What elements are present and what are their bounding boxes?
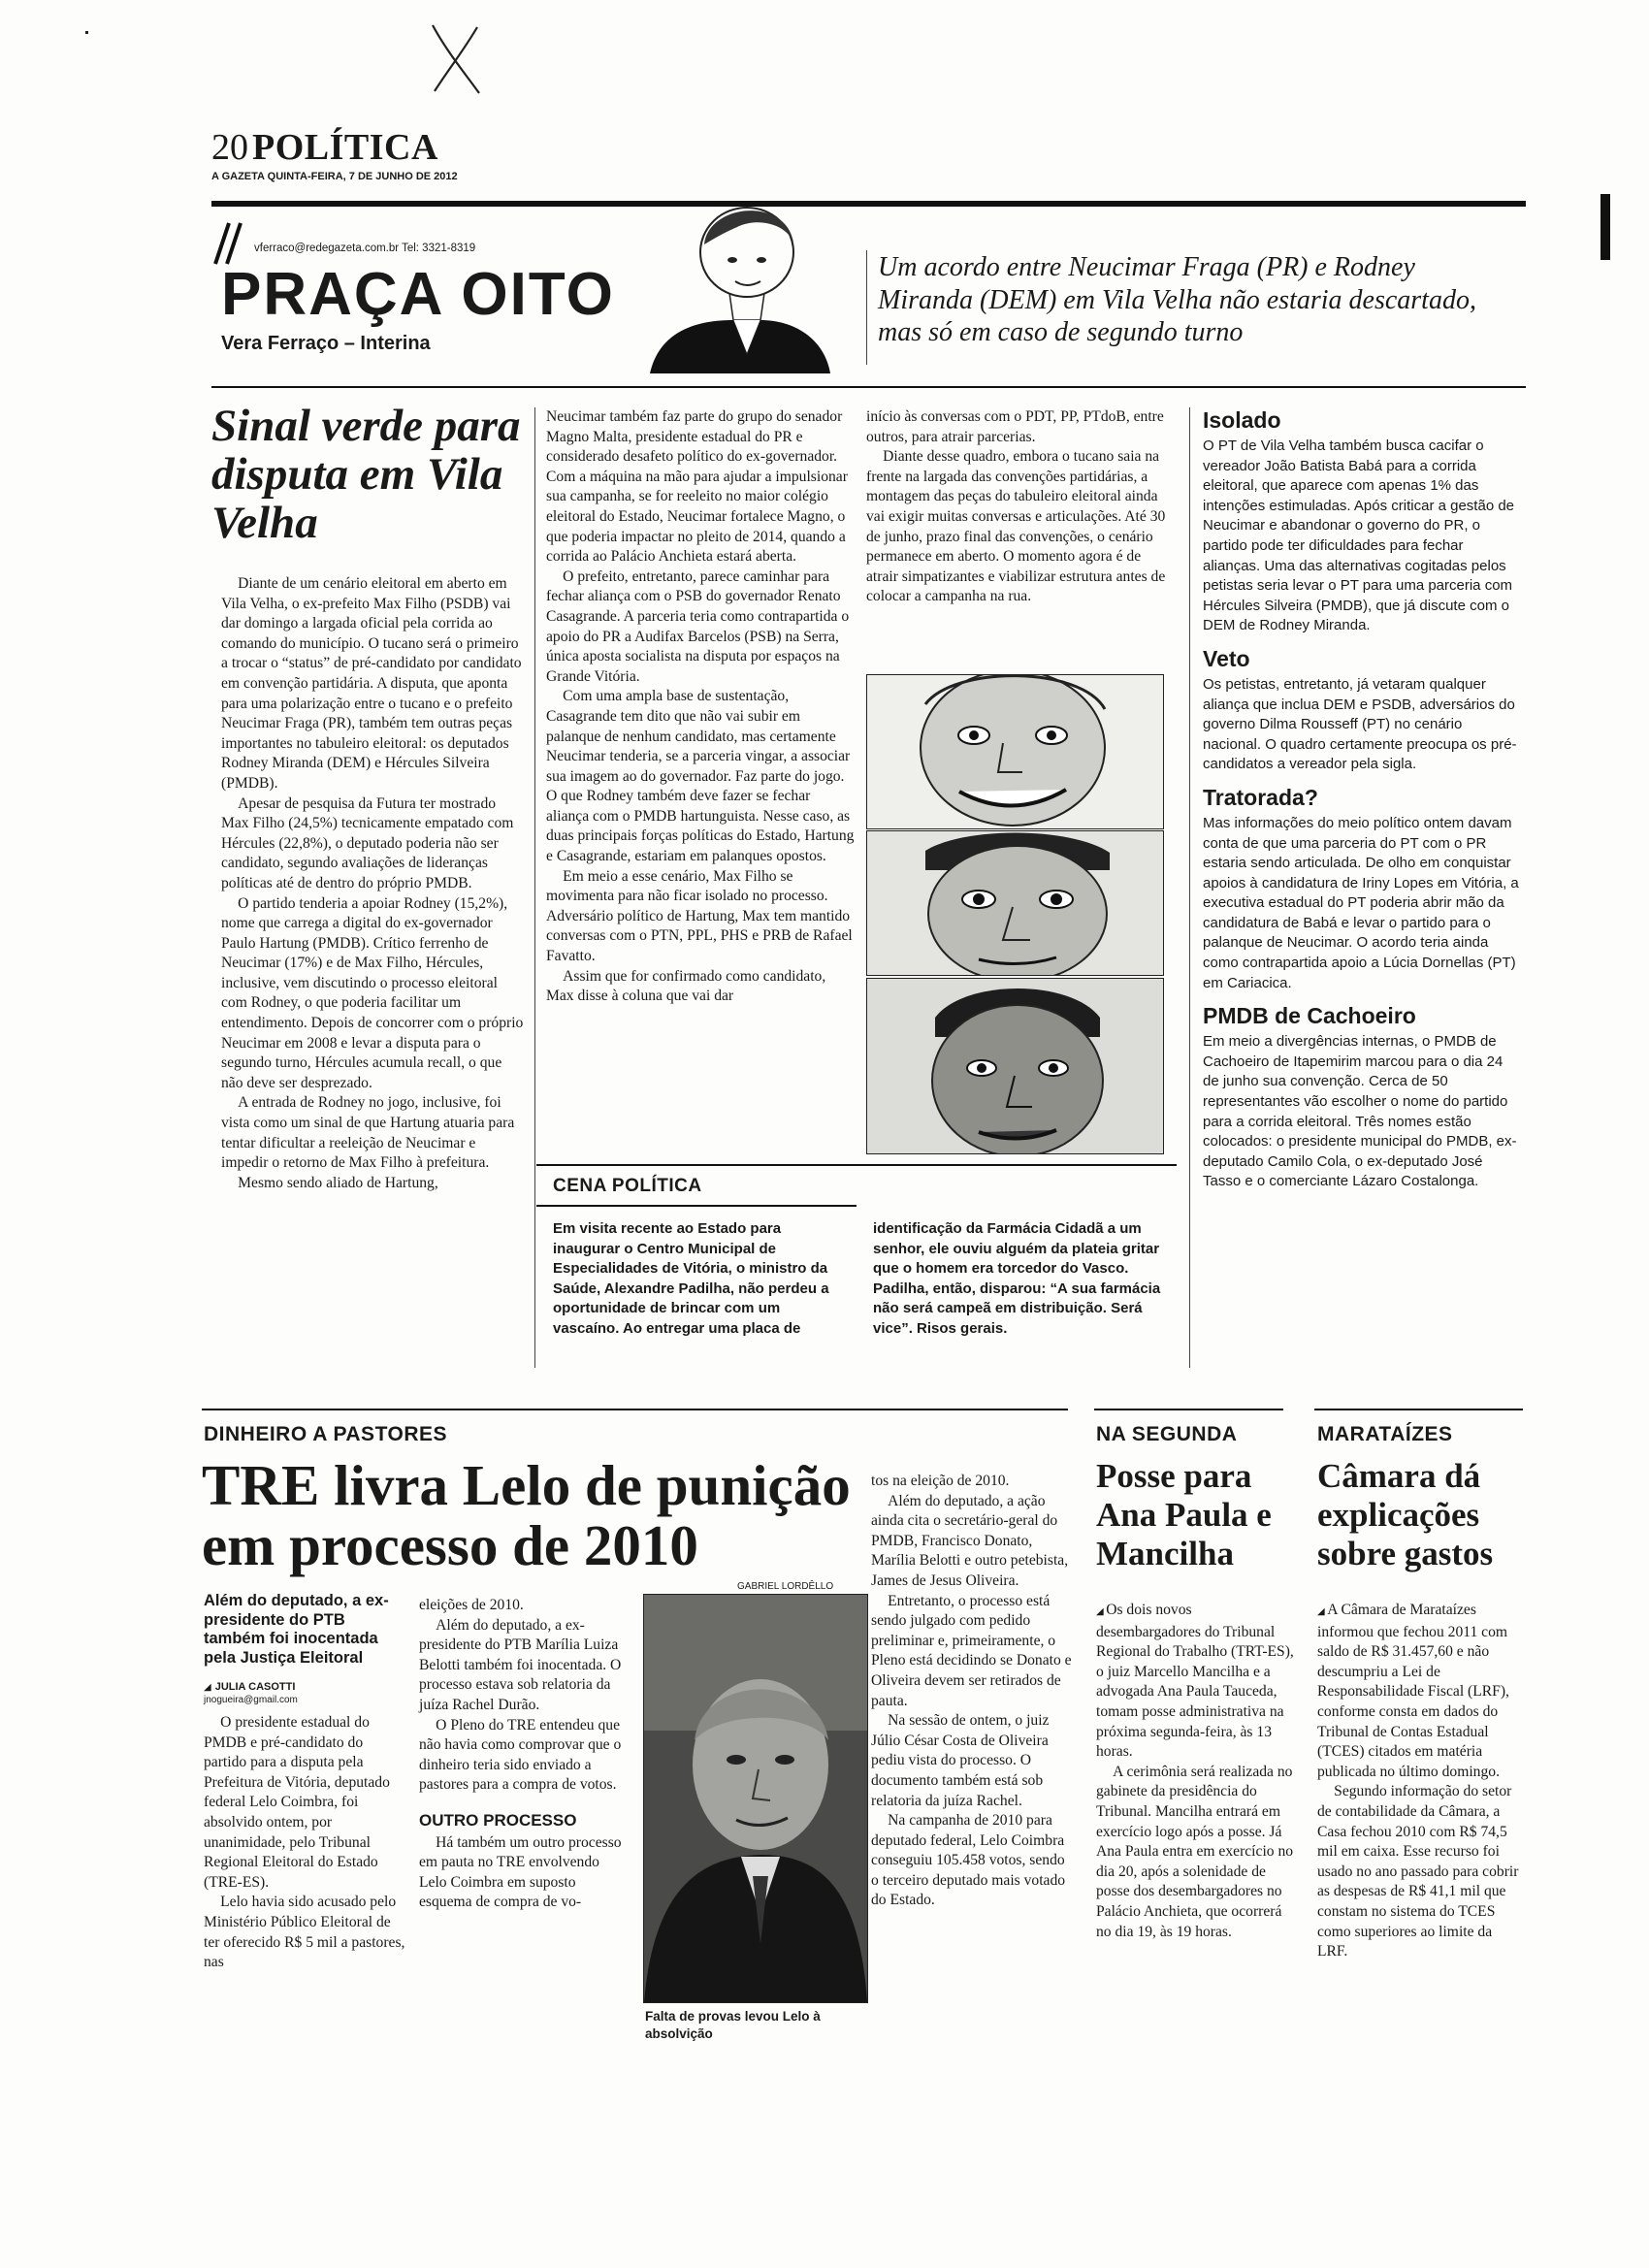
caricature-portrait-1 (866, 674, 1164, 829)
paragraph: início às conversas com o PDT, PP, PTdoB, entre outros, para atrair parcerias. (866, 408, 1164, 445)
page-header (211, 126, 1453, 184)
arrow-icon: ◢ (1317, 1606, 1328, 1617)
main-story-col1 (221, 574, 524, 1193)
paragraph: Diante desse quadro, embora o tucano saia na frente na largada das convenções partidárias, a montagem das peças do tabuleiro eleitoral ainda vai exigir muitas conversas e articulações. Até 30 de junho, prazo final das convenções, o cenário permanece em aberto. O momento agora é de atrair simpatizantes e viabilizar estrutura antes de colocar a campanha na rua. (866, 448, 1166, 605)
paragraph: Com uma ampla base de sustentação, Casagrande tem dito que não vai subir em palanque de nenhum candidato, mas certamente Neucimar tenderia, se a parceria vingar, a associar sua imagem ao do governador. Faz parte do jogo. O que Rodney também deve fazer se fechar aliança com o PMDB hartunguista. Nesse caso, as duas principais forças políticas do Estado, Hartung e Casagrande, estariam em palanques opostos. (546, 688, 855, 865)
paragraph: O prefeito, entretanto, parece caminhar para fechar aliança com o PSB do governador Renato Casagrande. A parceria teria como contrapartida o apoio do PR a Audifax Barcelos (PSB) na Serra, única aposta socialista na disputa por espaços na Grande Vitória. (546, 567, 850, 685)
paragraph: Lelo havia sido acusado pelo Ministério Público Eleitoral de ter oferecido R$ 5 mil a pastores, nas (204, 1894, 405, 1971)
paragraph: Há também um outro processo em pauta no TRE envolvendo Lelo Coimbra em suposto esquema de compra de vo- (419, 1833, 622, 1911)
cena-politica-title: CENA POLÍTICA (553, 1176, 702, 1196)
paragraph: Entretanto, o processo está sendo julgado com pedido preliminar e, primeiramente, o Pleno está decidindo se Donato e Oliveira devem ser retirados de pauta. (871, 1592, 1072, 1709)
note-text: Os petistas, entretanto, já vetaram qualquer aliança que inclua DEM e PSDB, adversários do governo Dilma Rousseff (PT) no cenário nacional. O quadro certamente preocupa os pré-candidatos a vereador pela sigla. (1203, 675, 1517, 773)
paragraph: eleições de 2010. (419, 1597, 524, 1613)
lelo-photo (643, 1594, 868, 2003)
note-title: PMDB de Cachoeiro (1203, 1003, 1416, 1029)
paragraph: O Pleno do TRE entendeu que não havia como comprovar que o dinheiro teria sido enviado a pastores para a compra de votos. (419, 1716, 622, 1794)
caricature-portrait-3 (866, 978, 1164, 1154)
page-number: 20 (211, 127, 248, 168)
paragraph: Em meio a esse cenário, Max Filho se movimenta para não ficar isolado no processo. Adversário político de Hartung, Max tem mantido conversas com o PTN, PPL, PHS e PRB de Rafael Favatto. (546, 867, 853, 965)
note-title: Veto (1203, 645, 1250, 671)
paragraph: Neucimar também faz parte do grupo do senador Magno Malta, presidente estadual do PR e considerado desafeto político do ex-governador. Com a máquina na mão para ajudar a impulsionar sua campanha, se for reeleito no maior colégio eleitoral do Estado, Neucimar fortalece Magno, o que poderia impactar no pleito de 2014, quando a corrida ao Palácio Anchieta estará aberta. (546, 408, 848, 566)
header-rule (211, 201, 1526, 207)
x-mark-icon (427, 21, 485, 97)
column-author: Vera Ferraço – Interina (221, 333, 431, 354)
section-name: POLÍTICA (252, 127, 438, 168)
note-text: O PT de Vila Velha também busca cacifar o vereador João Batista Babá para a corrida eleitoral, que aparece com apenas 1% das intenções estimuladas. Após criticar a gestão de Neucimar e abandonar o governo do PR, o partido pode ter dificuldades para fechar alianças. Uma das alternativas cogitadas pelos petistas seria levar o PT para uma parceria com Hércules Silveira (PMDB), que já discute com o DEM de Rodney Miranda. (1203, 437, 1515, 634)
tre-deck: Além do deputado, a ex-presidente do PTB também foi inocentada pela Justiça Eleitoral (204, 1592, 389, 1667)
paragraph: A cerimônia será realizada no gabinete da presidência do Tribunal. Mancilha entrará em exercício logo após a posse. Já Ana Paula entra em exercício no dia 20, após a solenidade de posse dos desembargadores no Palácio Anchieta, que ocorrerá no dia 19, às 19 horas. (1096, 1763, 1294, 1940)
column-teaser: Um acordo entre Neucimar Fraga (PR) e Rodney Miranda (DEM) em Vila Velha não estaria descartado, mas só em caso de segundo turno (878, 252, 1476, 347)
cena-title-rule (536, 1205, 857, 1207)
posse-kicker: NA SEGUNDA (1096, 1423, 1238, 1445)
tre-email: jnogueira@gmail.com (204, 1695, 298, 1705)
photo-caption: Falta de provas levou Lelo à absolvição (645, 2009, 821, 2041)
caricature-portrait-2 (866, 830, 1164, 976)
main-story-col3 (866, 407, 1175, 607)
handwritten-x-mark (427, 21, 485, 97)
paragraph: O presidente estadual do PMDB e pré-candidato do partido para a disputa pela Prefeitura de Vitória, deputado federal Lelo Coimbra, foi absolvido ontem, por unanimidade, pelo Tribunal Regional Eleitoral do Estado (TRE-ES). (204, 1714, 390, 1891)
tre-col1 (204, 1592, 407, 1973)
main-story-col2 (546, 407, 855, 1007)
paragraph: O partido tenderia a apoiar Rodney (15,2%), nome que carrega a digital do ex-governador Paulo Hartung (PMDB). Crítico ferrenho de Neucimar (17%) e de Max Filho, Hércules, inclusive, vem discutindo o processo eleitoral com Rodney, o que poderia facilitar um entendimento. Depois de concorrer com o próprio Neucimar em 2008 e levar a disputa para o segundo turno, Hércules acumula recall, o que não deve ser desprezado. (221, 894, 524, 1091)
paragraph: Apesar de pesquisa da Futura ter mostrado Max Filho (24,5%) tecnicamente empatado com Hércules (22,8%), o deputado poderia não ser candidato, segundo avaliações de lideranças políticas até de dentro do próprio PMDB. (221, 794, 514, 891)
cena-politica-text-a: Em visita recente ao Estado para inaugurar o Centro Municipal de Especialidades de Vitória, o ministro da Saúde, Alexandre Padilha, não perdeu a oportunidade de brincar com um vascaíno. Ao entregar uma placa de (553, 1220, 829, 1337)
column-name: PRAÇA OITO (221, 261, 615, 328)
tre-byline: JULIA CASOTTI (214, 1681, 296, 1693)
paragraph: Segundo informação do setor de contabilidade da Câmara, a Casa fechou 2010 com R$ 74,5 mil em caixa. Esse recurso foi usado no ano passado para cobrir as despesas de R$ 41,1 mil que constam no sistema do TCES como superiores ao limite da LRF. (1317, 1783, 1519, 1960)
note-title: Isolado (1203, 407, 1281, 433)
scan-edge-bar (1600, 194, 1610, 260)
paragraph: tos na eleição de 2010. (871, 1473, 1010, 1489)
teaser-divider (866, 250, 867, 365)
marataizes-kicker: MARATAÍZES (1317, 1423, 1453, 1445)
paragraph: Além do deputado, a ex-presidente do PTB Marília Luiza Belotti também foi inocentada. O processo estava sob relatoria da juíza Rachel Durão. (419, 1616, 622, 1713)
paragraph (1096, 1601, 1300, 1763)
tre-col2 (419, 1596, 625, 1913)
paragraph: Diante de um cenário eleitoral em aberto em Vila Velha, o ex-prefeito Max Filho (PSDB) vai dar domingo a largada oficial pela corrida ao comando do município. O tucano será o primeiro a trocar o “status” de pré-candidato por candidato em convenção partidária. A disputa, que aponta para uma polarização entre o tucano e o prefeito Neucimar Fraga (PR), também tem outras peças importantes no tabuleiro eleitoral: os deputados Rodney Miranda (DEM) e Hércules Silveira (PMDB). (221, 575, 522, 792)
bottom-section-rule (202, 1409, 1068, 1410)
tre-headline: TRE livra Lelo de punição em processo de 2010 (202, 1453, 851, 1577)
column-divider (534, 407, 535, 1368)
note-text: Mas informações do meio político ontem davam conta de que uma parceria do PT com o PR estaria sendo articulada. De olho em conquistar apoios à candidatura de Iriny Lopes em Vitória, a executiva estadual do PT poderia abrir mão da candidatura de Babá e levar o partido para o palanque de Neucimar. O acordo teria ainda como contrapartida apoio a Lúcia Dornellas (PT) em Cariacica. (1203, 814, 1519, 991)
notes-divider (1189, 407, 1190, 1368)
marataizes-body (1317, 1601, 1519, 1962)
main-headline: Sinal verde para disputa em Vila Velha (211, 401, 521, 548)
paragraph (1317, 1601, 1519, 1782)
note-text: Em meio a divergências internas, o PMDB de Cachoeiro de Itapemirim marcou para o dia 24 de junho sua convenção. Cerca de 50 representantes vão escolher o nome do partido para a corrida eleitoral. Três nomes estão colocados: o presidente municipal do PMDB, ex-deputado Camilo Cola, o ex-deputado José Tasso e o comerciante Lázaro Costalonga. (1203, 1033, 1517, 1190)
paragraph: Além do deputado, a ação ainda cita o secretário-geral do PMDB, Francisco Donato, Marília Belotti e outro petebista, James de Jesus Oliveira. (871, 1492, 1069, 1589)
marataizes-headline: Câmara dá explicações sobre gastos (1317, 1457, 1494, 1572)
tre-col3 (871, 1472, 1073, 1911)
marataizes-p1: A Câmara de Marataízes informou que fechou 2011 com saldo de R$ 31.457,60 e não descumpriu a Lei de Responsabilidade Fiscal (LRF), conforme consta em dados do Tribunal de Contas Estadual (TCES) citados em matéria publicada no último domingo. (1317, 1602, 1509, 1780)
tre-kicker: DINHEIRO A PASTORES (204, 1423, 448, 1445)
note-title: Tratorada? (1203, 784, 1318, 810)
columnist-contact: vferraco@redegazeta.com.br Tel: 3321-8319 (254, 243, 476, 254)
cena-top-rule (536, 1164, 1177, 1166)
scan-speck (85, 31, 88, 34)
posse-headline: Posse para Ana Paula e Mancilha (1096, 1457, 1272, 1572)
paragraph: Na campanha de 2010 para deputado federal, Lelo Coimbra conseguiu 105.458 votos, sendo o terceiro deputado mais votado do Estado. (871, 1812, 1066, 1909)
paragraph: A entrada de Rodney no jogo, inclusive, foi vista como um sinal de que Hartung atuaria para tentar dificultar a reeleição de Neucimar e impedir o retorno de Max Filho à prefeitura. (221, 1094, 515, 1172)
photo-credit: GABRIEL LORDÊLLO (737, 1581, 834, 1592)
cena-politica-text-b: identificação da Farmácia Cidadã a um senhor, ele ouviu alguém da plateia gritar que o homem era torcedor do Vasco. Padilha, então, disparou: “A sua farmácia não será campeã em distribuição. Será vice”. Risos gerais. (873, 1220, 1161, 1337)
posse-body (1096, 1601, 1300, 1942)
posse-p1: Os dois novos desembargadores do Tribunal Regional do Trabalho (TRT-ES), o juiz Marcello Mancilha e a advogada Ana Paula Tauceda, tomam posse administrativa na próxima segunda-feira, às 13 horas. (1096, 1602, 1294, 1761)
dateline: A GAZETA QUINTA-FEIRA, 7 DE JUNHO DE 2012 (211, 171, 458, 182)
notes-column (1203, 405, 1523, 1192)
arrow-icon: ◢ (1096, 1606, 1107, 1617)
marataizes-top-rule (1314, 1409, 1523, 1410)
paragraph: Na sessão de ontem, o juiz Júlio César Costa de Oliveira pediu vista do processo. O documento também está sob relatoria da juíza Rachel. (871, 1712, 1050, 1809)
columnist-portrait (640, 184, 834, 373)
column-header-rule (211, 386, 1526, 388)
tre-subhead: OUTRO PROCESSO (419, 1810, 577, 1830)
paragraph: Mesmo sendo aliado de Hartung, (238, 1174, 438, 1191)
byline-arrow-icon: ◢ (204, 1682, 211, 1693)
paragraph: Assim que for confirmado como candidato, Max disse à coluna que vai dar (546, 967, 826, 1005)
posse-top-rule (1094, 1409, 1283, 1410)
